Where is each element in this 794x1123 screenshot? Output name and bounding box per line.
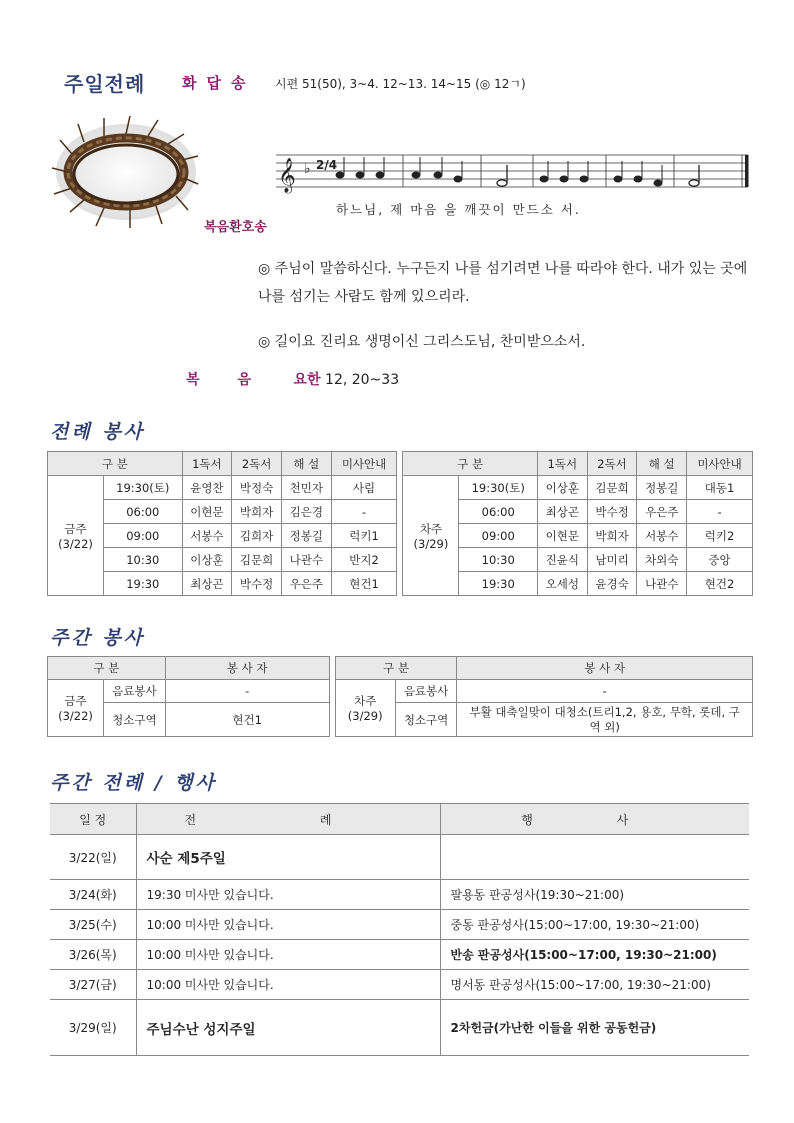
cell: 최상곤 — [182, 572, 232, 596]
cell: 나관수 — [281, 548, 331, 572]
cell: 오세성 — [537, 572, 587, 596]
table-header — [48, 452, 753, 476]
table-header — [48, 657, 753, 680]
cell: - — [687, 500, 753, 524]
mass-time: 19:30 — [104, 572, 183, 596]
weekly-events-title: 주간 전례 / 행사 — [50, 772, 217, 794]
mass-time: 19:30(토) — [104, 476, 183, 500]
header-liturgy: 전 례 — [136, 804, 440, 835]
weekly-events-table — [50, 803, 749, 1056]
cell: 부활 대축일맞이 대청소(트리1,2, 용호, 무학, 롯데, 구역 외) — [457, 703, 753, 737]
event-date: 3/26(목) — [50, 940, 136, 970]
table-row — [50, 910, 749, 940]
psalm-lyrics: 하느님, 제 마음 을 깨끗이 만드소 서. — [336, 202, 581, 217]
cell: 정봉길 — [637, 476, 687, 500]
cell: 김희자 — [232, 524, 282, 548]
cell: 이상훈 — [182, 548, 232, 572]
cell: 현건2 — [687, 572, 753, 596]
event-date: 3/27(금) — [50, 970, 136, 1000]
gospel-reading — [186, 369, 399, 389]
cell: 박수정 — [587, 500, 637, 524]
week-label: 금주 (3/22) — [48, 476, 104, 596]
event-detail: 팔용동 판공성사(19:30~21:00) — [440, 880, 749, 910]
table-row — [50, 880, 749, 910]
cell: 현건1 — [331, 572, 397, 596]
cell: 서봉수 — [637, 524, 687, 548]
cell: 정봉길 — [281, 524, 331, 548]
header-commentary: 해 설 — [281, 452, 331, 476]
page-title: 주일전례 — [64, 72, 146, 96]
cell: 사림 — [331, 476, 397, 500]
table-row — [48, 476, 753, 500]
cell: 윤영찬 — [182, 476, 232, 500]
week-label: 차주 (3/29) — [335, 680, 395, 737]
header-usher: 미사안내 — [687, 452, 753, 476]
liturgy-service-table — [47, 451, 753, 596]
event-detail: 명서동 판공성사(15:00~17:00, 19:30~21:00) — [440, 970, 749, 1000]
cell: 럭키1 — [331, 524, 397, 548]
header-usher: 미사안내 — [331, 452, 397, 476]
cell: 최상곤 — [537, 500, 587, 524]
cell: 중앙 — [687, 548, 753, 572]
mass-time: 10:30 — [459, 548, 538, 572]
psalm-heading: 화답송 — [182, 74, 256, 92]
cell: 음료봉사 — [104, 680, 166, 703]
crown-of-thorns-image — [44, 112, 200, 232]
header-date: 일 정 — [50, 804, 136, 835]
table-row — [50, 970, 749, 1000]
event-liturgy: 10:00 미사만 있습니다. — [136, 970, 440, 1000]
cell: 김문희 — [587, 476, 637, 500]
table-row — [50, 940, 749, 970]
header-reading1: 1독서 — [537, 452, 587, 476]
cell: 김은경 — [281, 500, 331, 524]
header-volunteer: 봉 사 자 — [165, 657, 329, 680]
header-reading1: 1독서 — [182, 452, 232, 476]
gospel-book: 요한 — [293, 372, 321, 388]
cell: - — [165, 680, 329, 703]
cell: 박희자 — [232, 500, 282, 524]
table-header — [50, 804, 749, 835]
cell: 박정숙 — [232, 476, 282, 500]
event-date: 3/22(일) — [50, 835, 136, 880]
header-category: 구 분 — [403, 452, 538, 476]
cell: - — [331, 500, 397, 524]
week-label: 차주 (3/29) — [403, 476, 459, 596]
cell: - — [457, 680, 753, 703]
cell: 차외숙 — [637, 548, 687, 572]
gospel-label: 복음 — [186, 372, 290, 388]
cell: 윤경숙 — [587, 572, 637, 596]
cell: 이현문 — [537, 524, 587, 548]
event-date: 3/29(일) — [50, 1000, 136, 1056]
cell: 대동1 — [687, 476, 753, 500]
weekly-service-table — [47, 656, 753, 737]
mass-time: 10:30 — [104, 548, 183, 572]
header-reading2: 2독서 — [232, 452, 282, 476]
header-commentary: 해 설 — [637, 452, 687, 476]
cell: 우은주 — [281, 572, 331, 596]
cell: 진윤식 — [537, 548, 587, 572]
cell: 반지2 — [331, 548, 397, 572]
table-row — [50, 835, 749, 880]
cell: 김문희 — [232, 548, 282, 572]
header-reading2: 2독서 — [587, 452, 637, 476]
mass-time: 19:30 — [459, 572, 538, 596]
event-detail: 중동 판공성사(15:00~17:00, 19:30~21:00) — [440, 910, 749, 940]
cell: 이상훈 — [537, 476, 587, 500]
cell: 청소구역 — [395, 703, 457, 737]
cell: 박희자 — [587, 524, 637, 548]
event-liturgy: 주님수난 성지주일 — [136, 1000, 440, 1056]
cell: 우은주 — [637, 500, 687, 524]
header-category: 구 분 — [48, 657, 166, 680]
weekly-service-title: 주간 봉사 — [50, 627, 146, 649]
acclamation-response: ◎ 길이요 진리요 생명이신 그리스도님, 찬미받으소서. — [258, 334, 586, 350]
liturgy-service-title: 전례 봉사 — [50, 421, 146, 443]
cell: 나관수 — [637, 572, 687, 596]
table-row — [48, 680, 753, 703]
table-row — [48, 703, 753, 737]
time-signature: 2/4 — [316, 158, 338, 172]
cell: 서봉수 — [182, 524, 232, 548]
mass-time: 06:00 — [104, 500, 183, 524]
event-date: 3/24(화) — [50, 880, 136, 910]
event-liturgy: 19:30 미사만 있습니다. — [136, 880, 440, 910]
mass-time: 19:30(토) — [459, 476, 538, 500]
cell: 천민자 — [281, 476, 331, 500]
event-liturgy: 사순 제5주일 — [136, 835, 440, 880]
mass-time: 09:00 — [459, 524, 538, 548]
header-category: 구 분 — [335, 657, 457, 680]
gospel-ref: 12, 20~33 — [325, 372, 400, 388]
cell: 현건1 — [165, 703, 329, 737]
svg-text:♭: ♭ — [304, 161, 311, 177]
svg-text:𝄞: 𝄞 — [278, 158, 296, 193]
acclamation-verse: ◎ 주님이 말씀하신다. 누구든지 나를 섬기려면 나를 따라야 한다. 내가 있는 곳에 나를 섬기는 사람도 함께 있으리라. — [258, 261, 748, 305]
cell: 청소구역 — [104, 703, 166, 737]
header-events: 행 사 — [440, 804, 749, 835]
week-label: 금주 (3/22) — [48, 680, 104, 737]
header-volunteer: 봉 사 자 — [457, 657, 753, 680]
psalm-reference: 시편 51(50), 3~4. 12~13. 14~15 (◎ 12ㄱ) — [275, 77, 526, 91]
mass-time: 09:00 — [104, 524, 183, 548]
cell: 이현문 — [182, 500, 232, 524]
cell: 박수정 — [232, 572, 282, 596]
event-date: 3/25(수) — [50, 910, 136, 940]
table-row — [50, 1000, 749, 1056]
event-detail — [440, 835, 749, 880]
cell: 럭키2 — [687, 524, 753, 548]
psalm-music-staff — [276, 147, 752, 197]
event-detail: 2차헌금(가난한 이들을 위한 공동헌금) — [440, 1000, 749, 1056]
header-category: 구 분 — [48, 452, 183, 476]
event-detail: 반송 판공성사(15:00~17:00, 19:30~21:00) — [440, 940, 749, 970]
gospel-acclamation-label: 복음환호송 — [204, 220, 267, 235]
event-liturgy: 10:00 미사만 있습니다. — [136, 910, 440, 940]
cell: 음료봉사 — [395, 680, 457, 703]
mass-time: 06:00 — [459, 500, 538, 524]
cell: 남미리 — [587, 548, 637, 572]
event-liturgy: 10:00 미사만 있습니다. — [136, 940, 440, 970]
